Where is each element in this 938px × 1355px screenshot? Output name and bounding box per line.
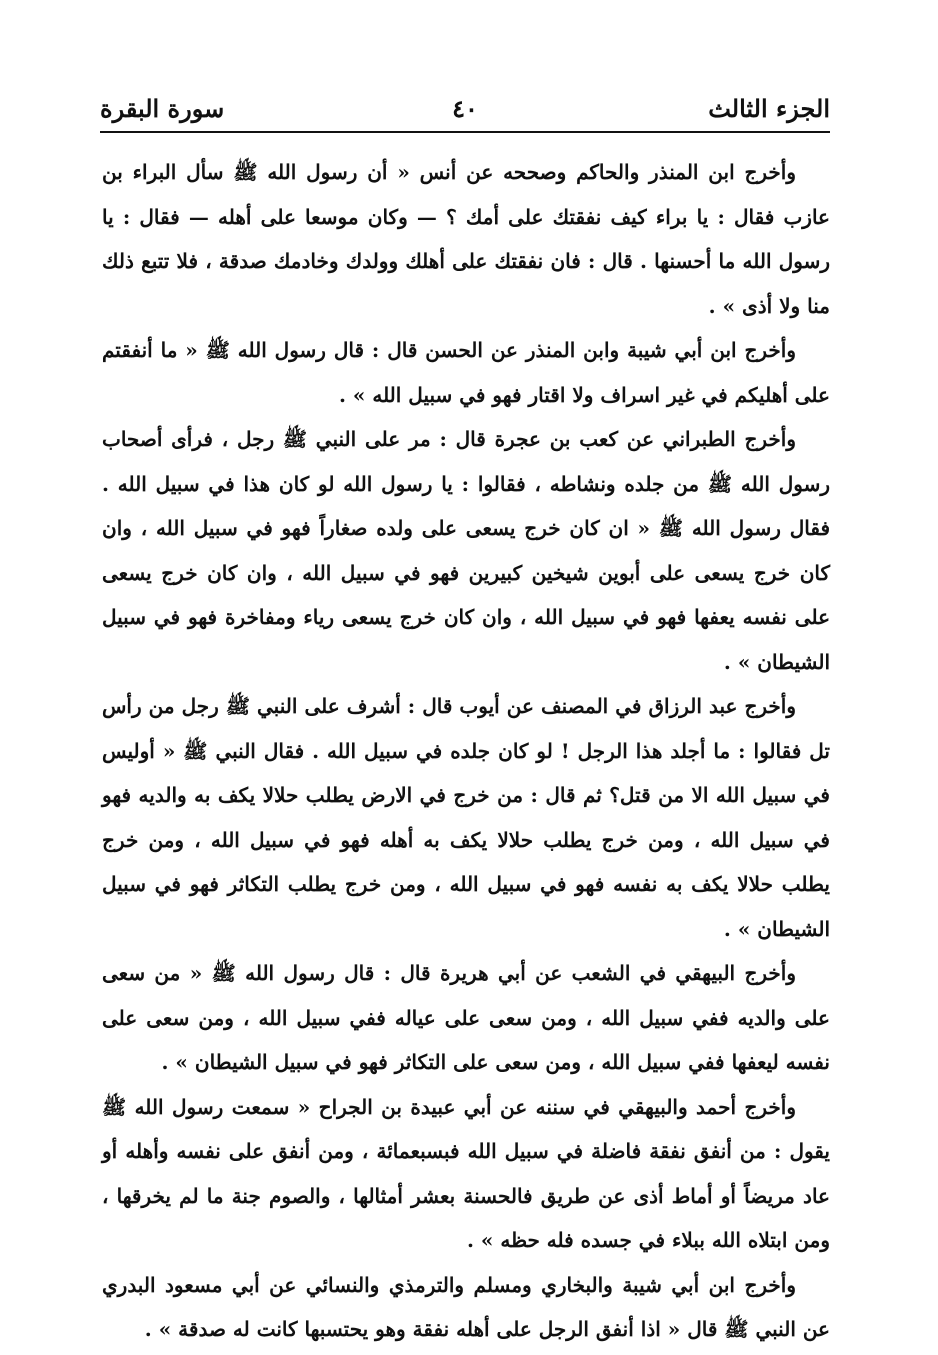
paragraph: وأخرج ابن المنذر والحاكم وصححه عن أنس « أن رسول الله ﷺ سأل البراء بن عازب فقال : يا براء كيف نفقتك على أمك ؟ — وكان موسعا على أهله — فقال : يا رسول الله ما أحسنها . قال : فان نفقتك على أهلك وولدك وخادمك صدقة ، فلا تتبع ذلك منا ولا أذى » . <box>102 160 830 318</box>
paragraph: وأخرج عبد الرزاق في المصنف عن أيوب قال : أشرف على النبي ﷺ رجل من رأس تل فقالوا : ما أجلد هذا الرجل ! لو كان جلده في سبيل الله . فقال النبي ﷺ « أوليس في سبيل الله الا من قتل؟ ثم قال : من خرج في الارض يطلب حلالا يكف به والديه فهو في سبيل الله ، ومن خرج يطلب حلالا يكف به أهله فهو في سبيل الله ، ومن خرج يطلب حلالا يكف به نفسه فهو في سبيل الله ، ومن خرج يطلب التكاثر فهو في سبيل الشيطان » . <box>102 694 830 941</box>
paragraph: وأخرج ابن أبي شيبة والبخاري ومسلم والترمذي والنسائي عن أبي مسعود البدري عن النبي ﷺ قال « اذا أنفق الرجل على أهله نفقة وهو يحتسبها كانت له صدقة » . <box>102 1272 830 1341</box>
header-rule <box>100 131 830 133</box>
volume-title: الجزء الثالث <box>708 93 830 123</box>
running-header <box>100 86 830 130</box>
paragraph: وأخرج الطبراني عن كعب بن عجرة قال : مر على النبي ﷺ رجل ، فرأى أصحاب رسول الله ﷺ من جلده ونشاطه ، فقالوا : يا رسول الله لو كان هذا في سبيل الله . فقال رسول الله ﷺ « ان كان خرج يسعى على ولده صغاراً فهو في سبيل الله ، وان كان خرج يسعى على أبوين شيخين كبيرين فهو في سبيل الله ، وان كان خرج يسعى على نفسه يعفها فهو في سبيل الله ، وان كان خرج يسعى رياء ومفاخرة فهو في سبيل الشيطان » . <box>102 427 830 674</box>
surah-title: سورة البقرة <box>100 93 225 123</box>
paragraph: وأخرج ابن أبي شيبة وابن المنذر عن الحسن قال : قال رسول الله ﷺ « ما أنفقتم على أهليكم في غير اسراف ولا اقتار فهو في سبيل الله » . <box>102 338 830 407</box>
page-body <box>102 150 830 1352</box>
paragraph: وأخرج البيهقي في الشعب عن أبي هريرة قال : قال رسول الله ﷺ « من سعى على والديه ففي سبيل الله ، ومن سعى على عياله ففي سبيل الله ، ومن سعى على نفسه ليعفها ففي سبيل الله ، ومن سعى على التكاثر فهو في سبيل الشيطان » . <box>102 961 830 1074</box>
page-number: ٤٠ <box>452 93 478 123</box>
paragraph: وأخرج أحمد والبيهقي في سننه عن أبي عبيدة بن الجراح « سمعت رسول الله ﷺ يقول : من أنفق نفقة فاضلة في سبيل الله فبسبعمائة ، ومن أنفق على نفسه وأهله أو عاد مريضاً أو أماط أذى عن طريق فالحسنة بعشر أمثالها ، والصوم جنة ما لم يخرقها ، ومن ابتلاه الله ببلاء في جسده فله حظه » . <box>102 1094 830 1252</box>
